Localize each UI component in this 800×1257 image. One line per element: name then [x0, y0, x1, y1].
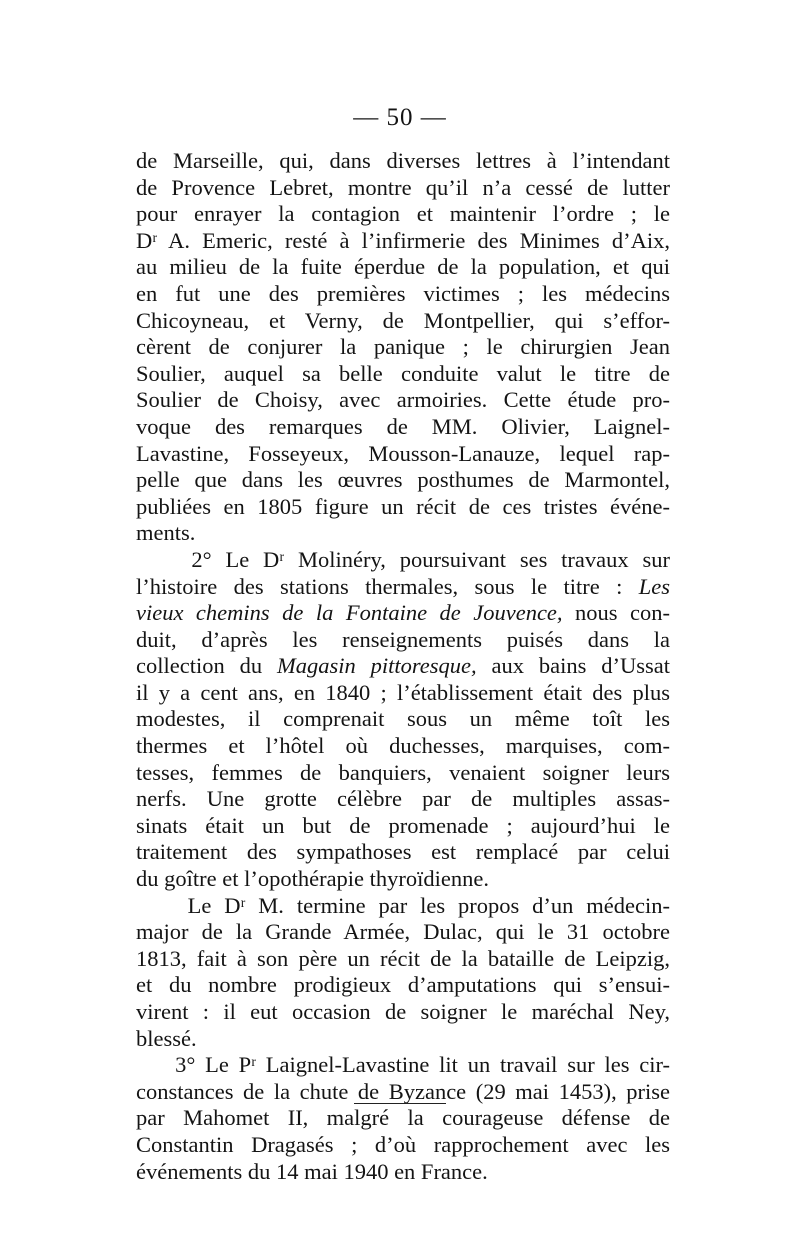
text-line: cèrent de conjurer la panique ; le chirurgien Jean	[136, 334, 670, 360]
italic-title: vieux chemins de la Fontaine de Jouvence,	[136, 600, 563, 626]
text-line: major de la Grande Armée, Dulac, qui le 31 octobre	[136, 919, 670, 945]
text-line: Chicoyneau, et Verny, de Montpellier, qui s’effor-	[136, 307, 670, 333]
text-line	[136, 653, 670, 680]
text-line: au milieu de la fuite éperdue de la population, et qui	[136, 254, 670, 280]
text-line: Soulier de Choisy, avec armoiries. Cette étude pro-	[136, 387, 670, 413]
text-line: pour enrayer la contagion et maintenir l’ordre ; le	[136, 201, 670, 227]
text-segment: nous con-	[562, 600, 670, 626]
text-line: nerfs. Une grotte célèbre par de multiples assas-	[136, 786, 670, 812]
text-line: thermes et l’hôtel où duchesses, marquises, com-	[136, 733, 670, 759]
text-line: du goître et l’opothérapie thyroïdienne.	[136, 866, 490, 892]
text-segment: collection du	[136, 653, 277, 679]
text-line: et du nombre prodigieux d’amputations qui s’ensui-	[136, 972, 670, 998]
text-line: Constantin Dragasés ; d’où rapprochement avec les	[136, 1131, 670, 1157]
text-line: sinats était un but de promenade ; aujourd’hui le	[136, 812, 670, 838]
text-line	[136, 574, 670, 601]
text-line: duit, d’après les renseignements puisés dans la	[136, 626, 670, 652]
text-line: ments.	[136, 520, 196, 546]
text-line: blessé.	[136, 1025, 197, 1051]
text-line: 3° Le Pʳ Laignel-Lavastine lit un travail sur les cir-	[136, 1052, 670, 1078]
text-line: publiées en 1805 figure un récit de ces tristes événe-	[136, 493, 670, 519]
text-segment: aux bains d’Ussat	[476, 653, 671, 679]
text-line: de Provence Lebret, montre qu’il n’a cessé de lutter	[136, 174, 670, 200]
text-line: il y a cent ans, en 1840 ; l’établissement était des plus	[136, 679, 670, 705]
text-line: par Mahomet II, malgré la courageuse défense de	[136, 1105, 670, 1131]
text-line: traitement des sympathoses est remplacé par celui	[136, 839, 670, 865]
text-segment: l’histoire des stations thermales, sous le titre :	[136, 573, 639, 599]
text-line: virent : il eut occasion de soigner le maréchal Ney,	[136, 999, 670, 1024]
end-rule	[354, 1103, 446, 1104]
text-line: Le Dʳ M. termine par les propos d’un médecin-	[136, 892, 670, 918]
page-number: — 50 —	[353, 104, 447, 131]
text-line: 2° Le Dʳ Molinéry, poursuivant ses travaux sur	[136, 546, 670, 572]
text-line: pelle que dans les œuvres posthumes de Marmontel,	[136, 467, 670, 493]
text-line: en fut une des premières victimes ; les médecins	[136, 280, 670, 306]
text-line: de Marseille, qui, dans diverses lettres à l’intendant	[136, 148, 670, 173]
text-line	[136, 600, 670, 627]
text-line: voque des remarques de MM. Olivier, Laignel-	[136, 413, 670, 439]
text-line: modestes, il comprenait sous un même toît les	[136, 706, 670, 732]
text-line: 1813, fait à son père un récit de la bataille de Leipzig,	[136, 945, 670, 971]
body-text	[136, 148, 670, 1185]
text-line: constances de la chute de Byzance (29 mai 1453), prise	[136, 1078, 670, 1104]
italic-title: Les	[638, 573, 670, 599]
text-line: Dʳ A. Emeric, resté à l’infirmerie des Minimes d’Aix,	[136, 227, 670, 253]
text-line: Lavastine, Fosseyeux, Mousson-Lanauze, lequel rap-	[136, 440, 670, 466]
text-line: tesses, femmes de banquiers, venaient soigner leurs	[136, 759, 670, 785]
italic-title: Magasin pittoresque,	[276, 653, 477, 679]
text-line: Soulier, auquel sa belle conduite valut le titre de	[136, 360, 670, 386]
text-line: événements du 14 mai 1940 en France.	[136, 1158, 488, 1184]
